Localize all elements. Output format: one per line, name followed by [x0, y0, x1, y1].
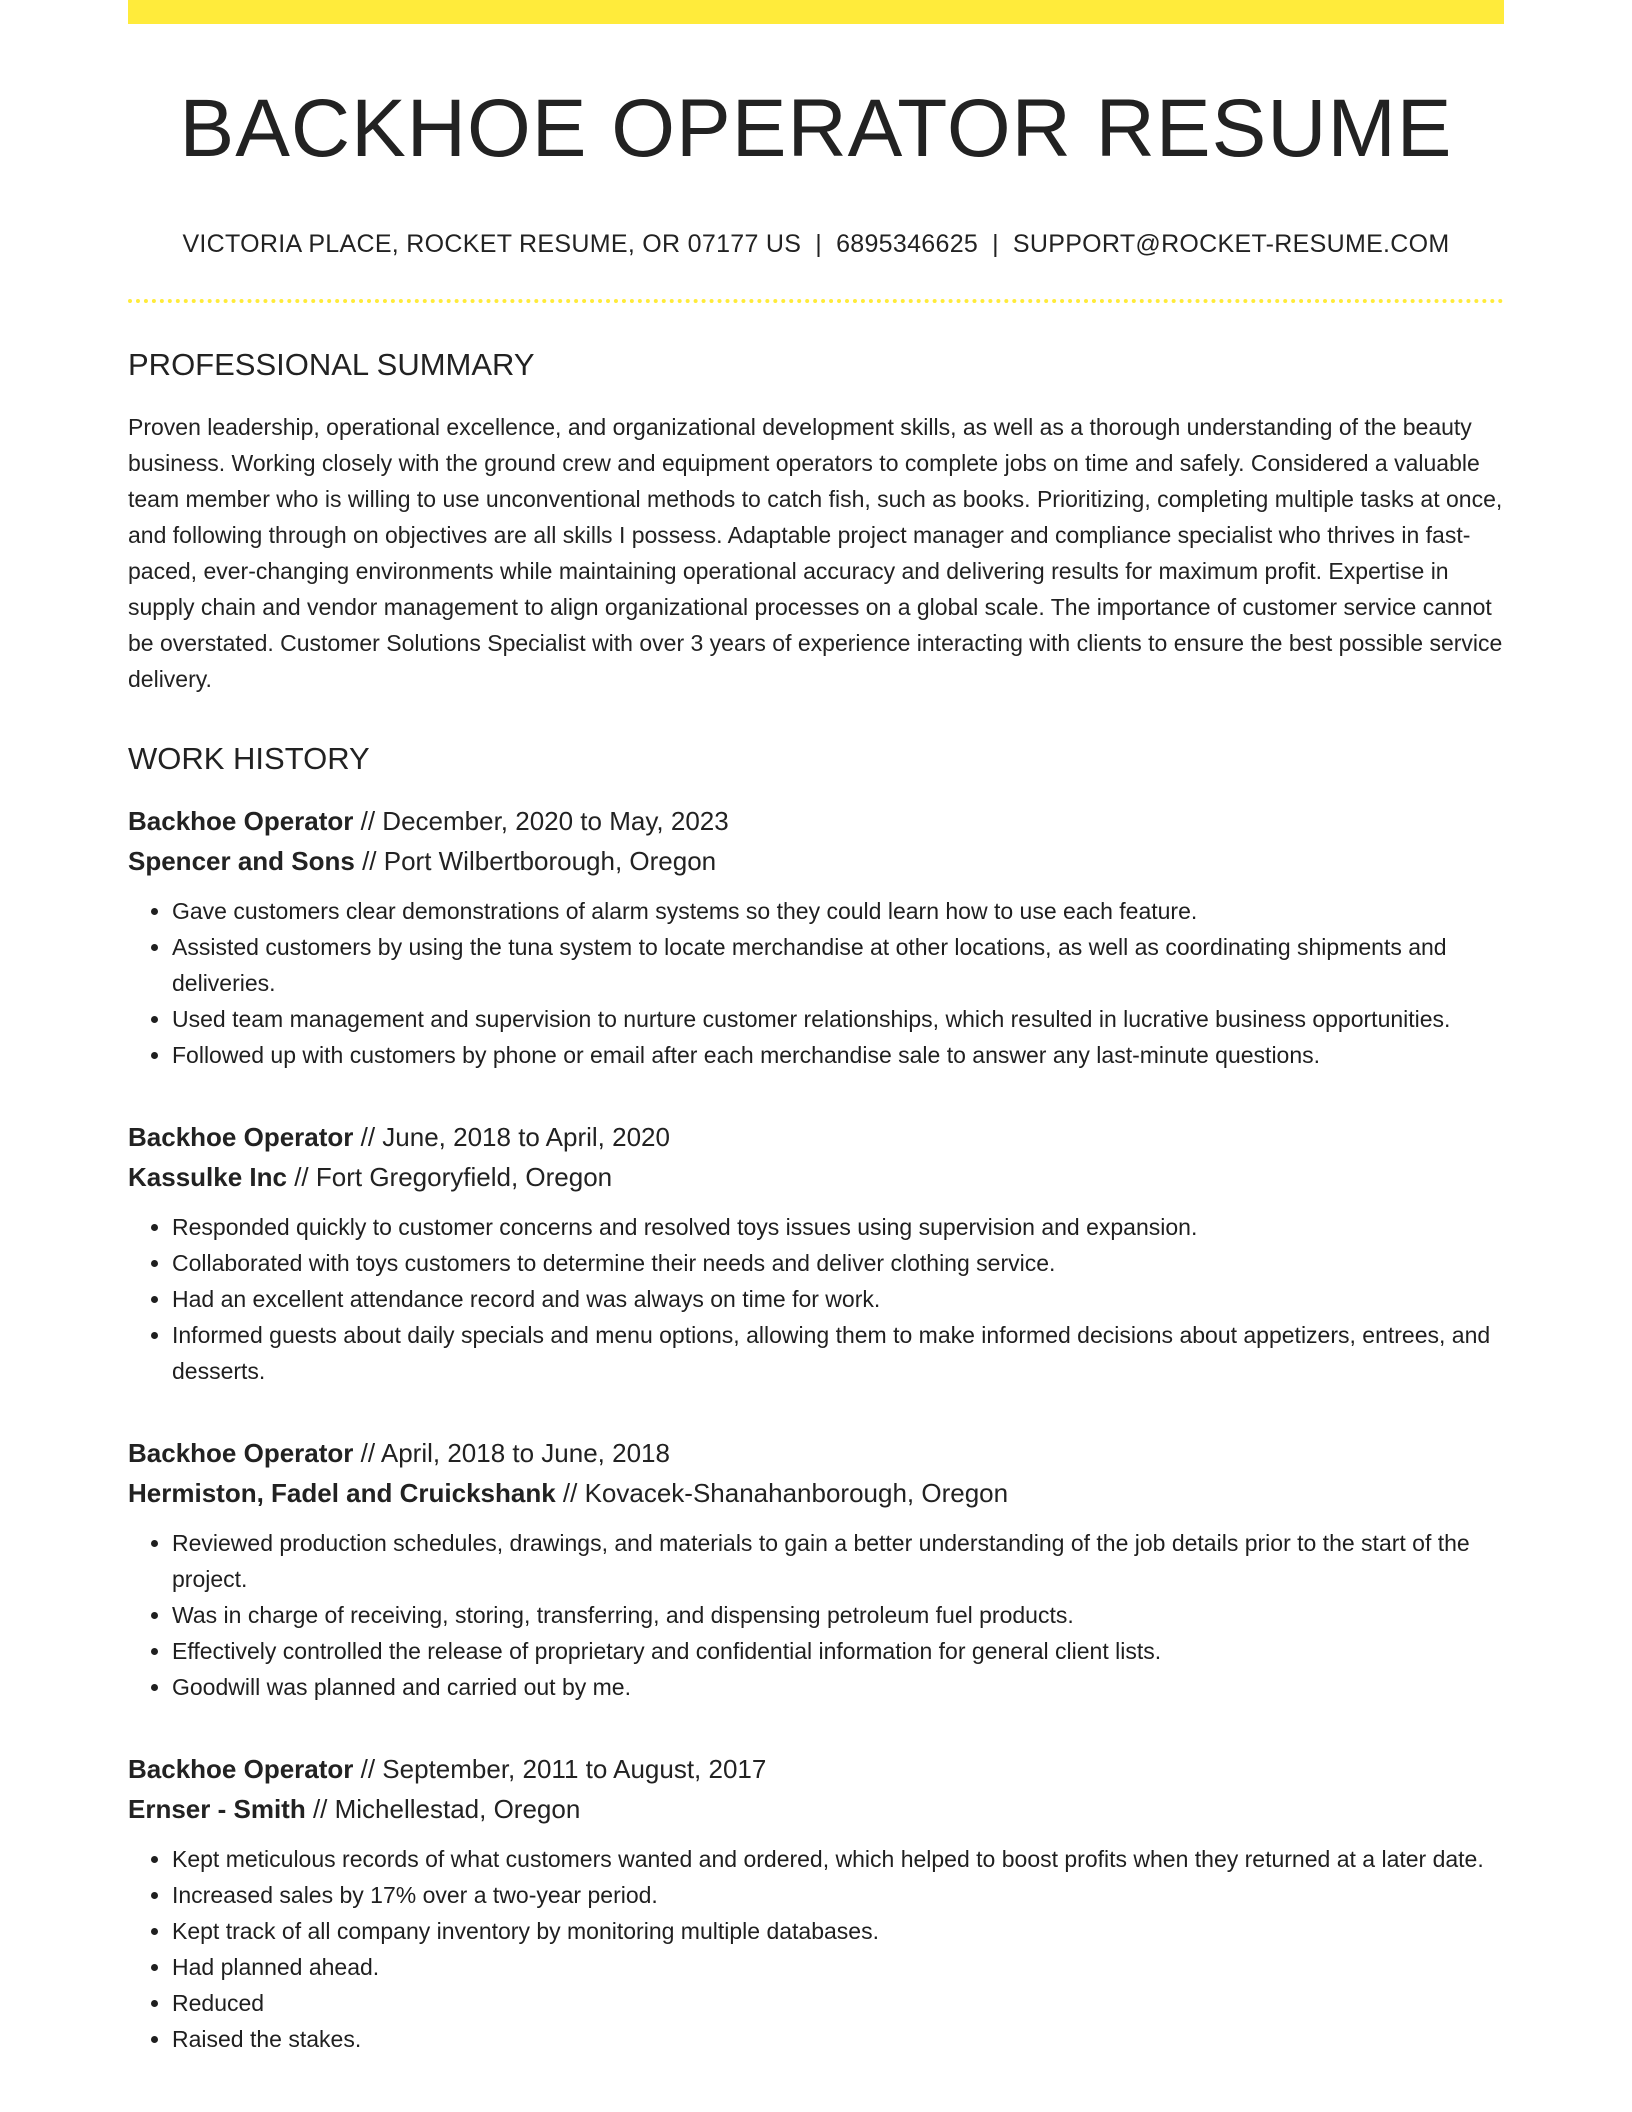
job-dates: // December, 2020 to May, 2023: [353, 806, 729, 837]
job-company-line: [128, 841, 1504, 881]
job-title-line: [128, 801, 1504, 841]
job-company-line: [128, 1789, 1504, 1829]
job-bullet: • Gave customers clear demonstrations of alarm systems so they could learn how to use each feature.: [172, 893, 1504, 929]
job-bullets: [128, 1841, 1504, 2057]
job-company-line: [128, 1473, 1504, 1513]
job-title-line: [128, 1749, 1504, 1789]
summary-text: Proven leadership, operational excellence, and organizational development skills, as well as a thorough understanding of the beauty business. Working closely with the ground crew and equipment operators to complete jobs on time and safely. Considered a valuable team member who is willing to use unconventional methods to catch fish, such as books. Prioritizing, completing multiple tasks at once, and following through on objectives are all skills I possess. Adaptable project manager and compliance specialist who thrives in fast-paced, ever-changing environments while maintaining operational accuracy and delivering results for maximum profit. Expertise in supply chain and vendor management to align organizational processes on a global scale. The importance of customer service cannot be overstated. Customer Solutions Specialist with over 3 years of experience interacting with clients to ensure the best possible service delivery.: [128, 414, 1503, 693]
job-title: Backhoe Operator: [128, 806, 354, 837]
job-title-line: [128, 1117, 1504, 1157]
job-location: // Kovacek-Shanahanborough, Oregon: [555, 1478, 1009, 1509]
job-bullets: [128, 893, 1504, 1073]
job-bullet: • Increased sales by 17% over a two-year period.: [172, 1877, 1504, 1913]
job-bullet: • Assisted customers by using the tuna system to locate merchandise at other locations, as well as coordinating shipments and deliveries.: [172, 929, 1504, 1001]
work-history-heading: WORK HISTORY: [128, 741, 370, 777]
job-bullet: • Effectively controlled the release of proprietary and confidential information for general client lists.: [172, 1633, 1504, 1669]
job-bullet: • Was in charge of receiving, storing, transferring, and dispensing petroleum fuel products.: [172, 1597, 1504, 1633]
job-bullet: • Informed guests about daily specials and menu options, allowing them to make informed decisions about appetizers, entrees, and desserts.: [172, 1317, 1504, 1389]
job-entry: [128, 1433, 1504, 1705]
job-dates: // April, 2018 to June, 2018: [353, 1438, 670, 1469]
dotted-divider: [128, 299, 1504, 303]
job-entry: [128, 1749, 1504, 2057]
job-bullet: • Reduced: [172, 1985, 1504, 2021]
job-bullets: [128, 1209, 1504, 1389]
job-entry: [128, 1117, 1504, 1389]
resume-page: [128, 0, 1504, 2057]
summary-heading: PROFESSIONAL SUMMARY: [128, 347, 535, 383]
accent-bar: [128, 0, 1504, 24]
contact-line: [128, 230, 1504, 259]
job-bullet: • Kept track of all company inventory by monitoring multiple databases.: [172, 1913, 1504, 1949]
job-company: Ernser - Smith: [128, 1794, 306, 1825]
job-company: Kassulke Inc: [128, 1162, 287, 1193]
contact-address: VICTORIA PLACE, ROCKET RESUME, OR 07177 US: [182, 230, 802, 259]
job-bullet: • Had an excellent attendance record and was always on time for work.: [172, 1281, 1504, 1317]
job-company-line: [128, 1157, 1504, 1197]
job-bullet: • Raised the stakes.: [172, 2021, 1504, 2057]
job-location: // Michellestad, Oregon: [305, 1794, 581, 1825]
job-bullet: • Kept meticulous records of what customers wanted and ordered, which helped to boost profits when they returned at a later date.: [172, 1841, 1504, 1877]
job-title: Backhoe Operator: [128, 1438, 354, 1469]
job-bullet: • Goodwill was planned and carried out by me.: [172, 1669, 1504, 1705]
resume-title: BACKHOE OPERATOR RESUME: [179, 83, 1453, 174]
job-bullet: • Used team management and supervision to nurture customer relationships, which resulted in lucrative business opportunities.: [172, 1001, 1504, 1037]
job-dates: // June, 2018 to April, 2020: [353, 1122, 670, 1153]
contact-phone: 6895346625: [836, 230, 979, 259]
job-company: Spencer and Sons: [128, 846, 355, 877]
contact-email: SUPPORT@ROCKET-RESUME.COM: [1012, 230, 1450, 259]
job-title: Backhoe Operator: [128, 1754, 354, 1785]
job-company: Hermiston, Fadel and Cruickshank: [128, 1478, 556, 1509]
contact-separator: |: [815, 230, 823, 259]
job-location: // Port Wilbertborough, Oregon: [354, 846, 717, 877]
job-bullet: • Followed up with customers by phone or email after each merchandise sale to answer any last-minute questions.: [172, 1037, 1504, 1073]
job-bullet: • Had planned ahead.: [172, 1949, 1504, 1985]
job-location: // Fort Gregoryfield, Oregon: [286, 1162, 613, 1193]
job-entry: [128, 801, 1504, 1073]
job-title: Backhoe Operator: [128, 1122, 354, 1153]
job-dates: // September, 2011 to August, 2017: [353, 1754, 767, 1785]
job-bullet: • Collaborated with toys customers to determine their needs and deliver clothing service.: [172, 1245, 1504, 1281]
job-bullets: [128, 1525, 1504, 1705]
job-bullet: • Reviewed production schedules, drawings, and materials to gain a better understanding of the job details prior to the start of the project.: [172, 1525, 1504, 1597]
job-title-line: [128, 1433, 1504, 1473]
job-bullet: • Responded quickly to customer concerns and resolved toys issues using supervision and expansion.: [172, 1209, 1504, 1245]
contact-separator: |: [992, 230, 999, 259]
